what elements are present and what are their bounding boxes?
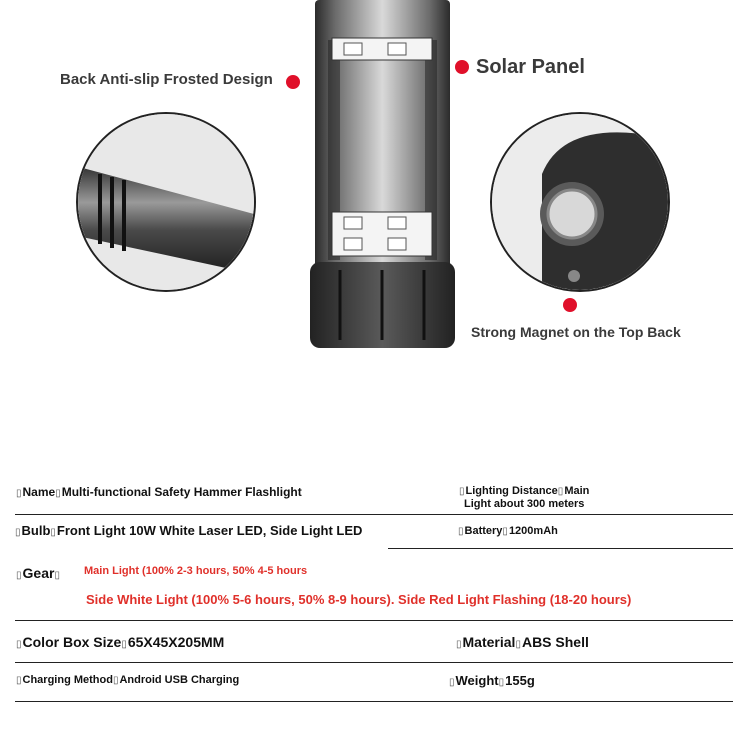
spec-distance-label: Lighting Distance — [465, 485, 558, 497]
spec-bulb-label: Bulb — [21, 523, 51, 538]
magnet-callout: Strong Magnet on the Top Back — [471, 324, 681, 340]
box-icon: ▯ — [121, 639, 127, 650]
spec-battery — [458, 525, 558, 537]
table-divider — [15, 701, 733, 702]
box-icon: ▯ — [15, 527, 21, 538]
box-icon: ▯ — [498, 677, 505, 688]
box-icon: ▯ — [50, 527, 56, 538]
grip-detail-image — [76, 112, 256, 292]
box-icon: ▯ — [449, 677, 455, 688]
spec-gear-value-2: Side White Light (100% 5-6 hours, 50% 8-9 hours). Side Red Light Flashing (18-20 hours) — [86, 592, 632, 607]
box-icon: ▯ — [112, 675, 119, 686]
spec-battery-label: Battery — [464, 525, 503, 537]
spec-weight-value: 155g — [505, 673, 535, 688]
spec-material — [456, 634, 589, 650]
box-icon: ▯ — [16, 570, 22, 581]
spec-gear — [16, 565, 61, 581]
spec-distance-value-2: Light about 300 meters — [464, 498, 585, 510]
solar-panel-marker — [455, 60, 469, 74]
spec-material-label: Material — [462, 634, 516, 650]
back-design-marker — [286, 75, 300, 89]
box-icon: ▯ — [458, 526, 464, 537]
spec-box-size-value: 65X45X205MM — [127, 634, 225, 650]
spec-gear-label: Gear — [22, 565, 55, 581]
spec-box-size-label: Color Box Size — [22, 634, 122, 650]
spec-gear-value-1: Main Light (100% 2-3 hours, 50% 4-5 hours — [84, 565, 308, 577]
spec-box-size — [16, 634, 224, 650]
box-icon: ▯ — [557, 486, 564, 497]
table-divider — [388, 548, 733, 549]
magnet-marker — [563, 298, 577, 312]
flashlight-body-image — [310, 0, 455, 348]
table-divider — [15, 514, 733, 515]
table-divider — [15, 620, 733, 621]
table-divider — [15, 662, 733, 663]
spec-bulb — [15, 523, 362, 538]
box-icon: ▯ — [459, 486, 465, 497]
box-icon: ▯ — [55, 488, 61, 499]
spec-material-value: ABS Shell — [521, 634, 589, 650]
spec-bulb-value: Front Light 10W White Laser LED, Side Light LED — [56, 523, 363, 538]
spec-weight-label: Weight — [455, 673, 499, 688]
spec-name-label: Name — [22, 485, 56, 499]
box-icon: ▯ — [515, 639, 521, 650]
box-icon: ▯ — [456, 639, 462, 650]
box-icon: ▯ — [16, 675, 22, 686]
spec-charging — [16, 674, 239, 686]
magnet-detail-image — [490, 112, 670, 292]
spec-charging-label: Charging Method — [22, 674, 113, 686]
spec-distance-value-1: Main — [564, 485, 590, 497]
spec-battery-value: 1200mAh — [508, 525, 558, 537]
spec-charging-value: Android USB Charging — [119, 674, 240, 686]
spec-weight — [449, 673, 535, 688]
back-design-callout: Back Anti-slip Frosted Design — [60, 71, 273, 88]
box-icon: ▯ — [16, 639, 22, 650]
spec-name — [16, 485, 302, 499]
box-icon: ▯ — [502, 526, 508, 537]
box-icon: ▯ — [54, 570, 60, 581]
spec-distance — [459, 485, 589, 510]
solar-panel-callout: Solar Panel — [476, 56, 585, 78]
box-icon: ▯ — [16, 488, 22, 499]
spec-name-value: Multi-functional Safety Hammer Flashlight — [61, 485, 302, 499]
